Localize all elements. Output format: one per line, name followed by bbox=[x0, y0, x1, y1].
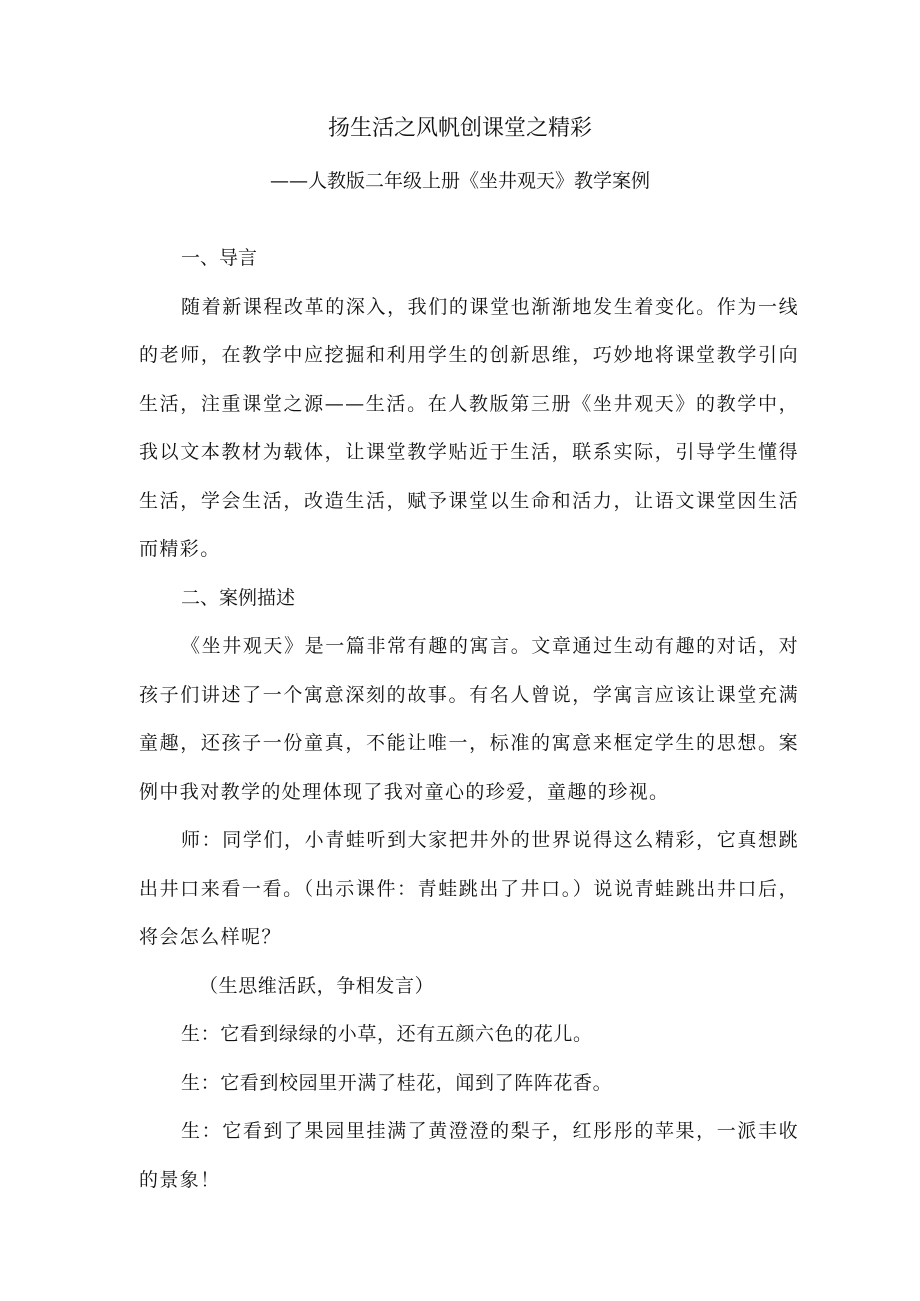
document-body bbox=[139, 234, 799, 1204]
dialogue-stage-note: （生思维活跃，争相发言） bbox=[199, 974, 435, 997]
document-title: 扬生活之风帆创课堂之精彩 bbox=[327, 116, 592, 141]
dialogue-student-1: 生：它看到绿绿的小草，还有五颜六色的花儿。 bbox=[181, 1023, 593, 1045]
dialogue-student-2: 生：它看到校园里开满了桂花，闻到了阵阵花香。 bbox=[181, 1071, 613, 1094]
paragraph-case-description: 《坐井观天》是一篇非常有趣的寓言。文章通过生动有趣的对话，对孩子们讲述了一个寓意深刻的故事。有名人曾说，学寓言应该让课堂充满童趣，还孩子一份童真，不能让唯一，标准的寓意来框定学生的思想。案例中我对教学的处理体现了我对童心的珍爱，童趣的珍视。 bbox=[139, 635, 799, 803]
document-subtitle: ——人教版二年级上册《坐井观天》教学案例 bbox=[269, 170, 650, 192]
dialogue-teacher: 师：同学们，小青蛙听到大家把井外的世界说得这么精彩，它真想跳出井口来看一看。（出示课件：青蛙跳出了井口。）说说青蛙跳出井口后，将会怎么样呢？ bbox=[139, 829, 799, 948]
paragraph-intro: 随着新课程改革的深入，我们的课堂也渐渐地发生着变化。作为一线的老师，在教学中应挖掘和利用学生的创新思维，巧妙地将课堂教学引向生活，注重课堂之源——生活。在人教版第三册《坐井观天》的教学中，我以文本教材为载体，让课堂教学贴近于生活，联系实际，引导学生懂得生活，学会生活，改造生活，赋予课堂以生命和活力，让语文课堂因生活而精彩。 bbox=[139, 295, 799, 560]
section-heading-intro: 一、导言 bbox=[181, 247, 258, 269]
section-heading-case: 二、案例描述 bbox=[181, 586, 296, 609]
dialogue-student-3: 生：它看到了果园里挂满了黄澄澄的梨子，红彤彤的苹果，一派丰收的景象！ bbox=[139, 1120, 799, 1191]
